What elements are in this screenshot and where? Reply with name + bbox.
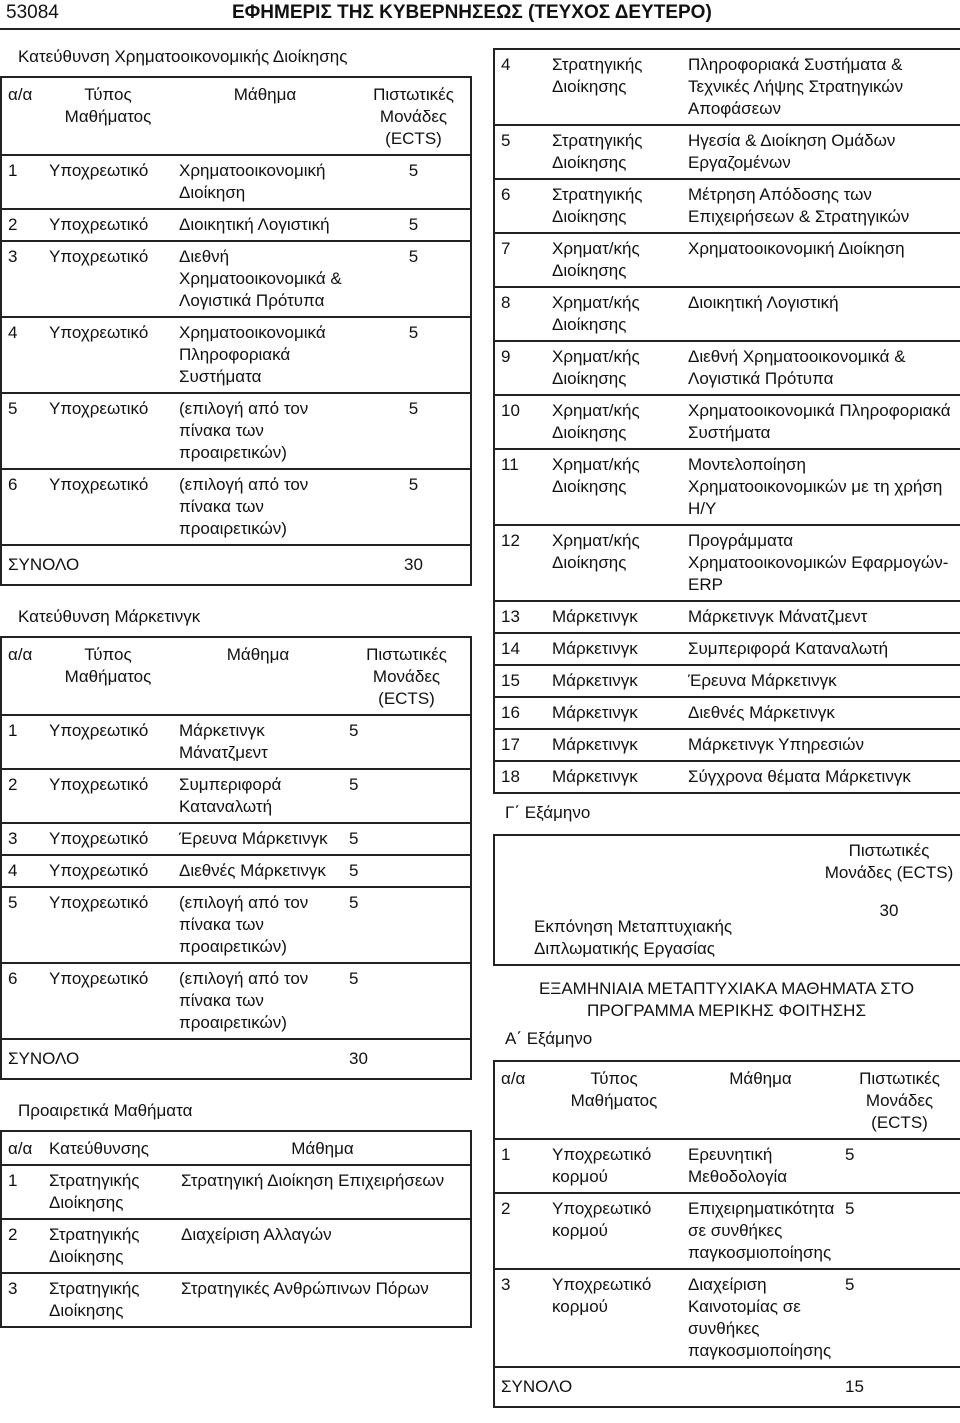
cell-n: 2 [1, 1219, 43, 1273]
cell-direction: Χρηματ/κής Διοίκησης [552, 401, 640, 442]
table-row [1, 715, 471, 769]
cell-type: Υποχρεωτικό [49, 161, 149, 180]
table-row [1, 887, 471, 963]
table-row [1, 317, 471, 393]
cell-course: Διεθνές Μάρκετινγκ [179, 861, 326, 880]
cell-ects: 5 [357, 209, 471, 241]
cell-n: 2 [1, 209, 43, 241]
cell-type: Υποχρεωτικό [49, 247, 149, 266]
ects-value: 30 [879, 901, 899, 920]
table-row [494, 179, 960, 233]
page-number: 53084 [6, 2, 59, 23]
col-header-course: Μάθημα [233, 85, 297, 104]
cell-direction: Χρηματ/κής Διοίκησης [552, 239, 640, 280]
table-row [1, 209, 471, 241]
marketing-table [0, 636, 472, 1080]
ects-header: Πιστωτικές Μονάδες (ECTS) [824, 841, 954, 882]
cell-direction: Μάρκετινγκ [552, 671, 638, 690]
col-header-course: Μάθημα [226, 645, 290, 664]
cell-type: Υποχρεωτικό κορμού [552, 1145, 652, 1186]
cell-course: Διαχείριση Αλλαγών [175, 1219, 471, 1273]
table-row [494, 665, 960, 697]
cell-type: Υποχρεωτικό [49, 893, 149, 912]
cell-n: 16 [494, 697, 546, 729]
third-semester-table [493, 834, 960, 966]
cell-direction: Χρηματ/κής Διοίκησης [552, 531, 640, 572]
cell-ects: 5 [343, 855, 471, 887]
col-header-ects: Πιστωτικές Μονάδες (ECTS) [839, 1061, 960, 1139]
cell-type: Υποχρεωτικό [49, 721, 149, 740]
third-semester-ects-cell [818, 835, 960, 965]
first-semester-label: Α΄ Εξάμηνο [505, 1029, 593, 1048]
cell-n: 1 [1, 715, 43, 769]
electives-section-title: Προαιρετικά Μαθήματα [18, 1101, 193, 1120]
cell-type: Υποχρεωτικό [49, 829, 149, 848]
table-row [1, 241, 471, 317]
marketing-section-title: Κατεύθυνση Μάρκετινγκ [18, 607, 201, 626]
cell-type: Υποχρεωτικό [49, 475, 149, 494]
cell-ects: 5 [839, 1139, 960, 1193]
table-row [494, 761, 960, 793]
finance-total-row [1, 545, 471, 585]
cell-type: Υποχρεωτικό [49, 861, 149, 880]
cell-type: Υποχρεωτικό κορμού [552, 1199, 652, 1240]
col-header-aa: α/α [1, 637, 43, 715]
cell-n: 15 [494, 665, 546, 697]
marketing-total-row [1, 1039, 471, 1079]
part-time-header-row [494, 1061, 960, 1139]
cell-n: 4 [494, 49, 546, 125]
cell-n: 1 [494, 1139, 546, 1193]
cell-ects: 5 [357, 241, 471, 317]
cell-direction: Μάρκετινγκ [552, 735, 638, 754]
cell-n: 3 [494, 1269, 546, 1367]
third-semester-label: Γ΄ Εξάμηνο [505, 803, 591, 822]
cell-course: Ερευνητική Μεθοδολογία [688, 1145, 788, 1186]
table-row [494, 697, 960, 729]
cell-ects: 5 [357, 393, 471, 469]
cell-course: Μάρκετινγκ Μάνατζμεντ [682, 601, 960, 633]
cell-n: 10 [494, 395, 546, 449]
finance-section-title: Κατεύθυνση Χρηματοοικονομικής Διοίκησης [18, 47, 348, 66]
cell-n: 6 [1, 469, 43, 545]
table-row [1, 393, 471, 469]
finance-header-row [1, 77, 471, 155]
cell-n: 1 [1, 1165, 43, 1219]
cell-n: 13 [494, 601, 546, 633]
page-header [0, 0, 960, 32]
cell-type: Υποχρεωτικό [49, 323, 149, 342]
cell-course: Προγράμματα Χρηματοοικονομικών Εφαρμογών-ERP [682, 525, 960, 601]
table-row [494, 1269, 960, 1367]
table-row [494, 125, 960, 179]
cell-type: Υποχρεωτικό [49, 215, 149, 234]
cell-type: Υποχρεωτικό [49, 399, 149, 418]
cell-course: Μάρκετινγκ Μάνατζμεντ [179, 721, 268, 762]
cell-direction: Μάρκετινγκ [552, 639, 638, 658]
cell-n: 2 [494, 1193, 546, 1269]
table-row [494, 287, 960, 341]
col-header-course: Μάθημα [729, 1069, 792, 1088]
cell-course: (επιλογή από τον πίνακα των προαιρετικών) [179, 893, 309, 956]
cell-direction: Στρατηγικής Διοίκησης [49, 1171, 140, 1212]
table-row [494, 49, 960, 125]
table-row [1, 963, 471, 1039]
cell-ects: 5 [343, 823, 471, 855]
gazette-title: ΕΦΗΜΕΡΙΣ ΤΗΣ ΚΥΒΕΡΝΗΣΕΩΣ (ΤΕΥΧΟΣ ΔΕΥΤΕΡΟ) [232, 2, 712, 23]
cell-course: Χρηματοοικονομική Διοίκηση [179, 161, 326, 202]
marketing-header-row [1, 637, 471, 715]
cell-n: 7 [494, 233, 546, 287]
cell-course: Διοικητική Λογιστική [682, 287, 960, 341]
table-row [494, 525, 960, 601]
cell-course: (επιλογή από τον πίνακα των προαιρετικών) [179, 969, 309, 1032]
col-header-aa: α/α [494, 1061, 546, 1139]
cell-n: 3 [1, 823, 43, 855]
col-header-course: Μάθημα [175, 1131, 471, 1165]
cell-n: 18 [494, 761, 546, 793]
total-value: 30 [343, 1039, 471, 1079]
cell-ects: 5 [357, 155, 471, 209]
part-time-total-row [494, 1367, 960, 1407]
cell-course: Μάρκετινγκ Υπηρεσιών [682, 729, 960, 761]
cell-course: Διεθνή Χρηματοοικονομικά & Λογιστικά Πρότυπα [179, 247, 342, 310]
total-label: ΣΥΝΟΛΟ [1, 1039, 343, 1079]
col-header-aa: α/α [1, 77, 43, 155]
cell-course: Στρατηγικές Ανθρώπινων Πόρων [175, 1273, 471, 1327]
cell-course: Επιχειρηματικότητα σε συνθήκες παγκοσμιοποίησης [688, 1199, 835, 1262]
electives-table-part2 [493, 48, 960, 794]
left-column [0, 40, 470, 1328]
cell-course: Στρατηγική Διοίκηση Επιχειρήσεων [175, 1165, 471, 1219]
cell-course: Διεθνές Μάρκετινγκ [682, 697, 960, 729]
cell-n: 4 [1, 855, 43, 887]
cell-direction: Χρηματ/κής Διοίκησης [552, 347, 640, 388]
cell-ects: 5 [343, 887, 471, 963]
cell-type: Υποχρεωτικό [49, 775, 149, 794]
col-header-ects: Πιστωτικές Μονάδες (ECTS) [357, 77, 471, 155]
col-header-type: Τύπος Μαθήματος [64, 645, 152, 686]
total-value: 15 [839, 1367, 960, 1407]
table-row [1, 769, 471, 823]
cell-ects: 5 [839, 1269, 960, 1367]
col-header-aa: α/α [1, 1131, 43, 1165]
table-row [1, 1273, 471, 1327]
cell-ects: 5 [343, 769, 471, 823]
cell-course: Μέτρηση Απόδοσης των Επιχειρήσεων & Στρατηγικών [682, 179, 960, 233]
cell-course: Έρευνα Μάρκετινγκ [682, 665, 960, 697]
cell-n: 14 [494, 633, 546, 665]
col-header-type: Τύπος Μαθήματος [570, 1069, 658, 1110]
cell-n: 3 [1, 241, 43, 317]
cell-n: 17 [494, 729, 546, 761]
right-column [493, 48, 960, 1408]
table-row [494, 729, 960, 761]
cell-direction: Χρηματ/κής Διοίκησης [552, 455, 640, 496]
cell-course: Ηγεσία & Διοίκηση Ομάδων Εργαζομένων [682, 125, 960, 179]
cell-course: Χρηματοοικονομικά Πληροφοριακά Συστήματα [682, 395, 960, 449]
cell-course: Διεθνή Χρηματοοικονομικά & Λογιστικά Πρότυπα [682, 341, 960, 395]
cell-course: Χρηματοοικονομικά Πληροφοριακά Συστήματα [179, 323, 326, 386]
table-row [494, 601, 960, 633]
table-row [494, 1193, 960, 1269]
cell-direction: Στρατηγικής Διοίκησης [49, 1225, 140, 1266]
total-label: ΣΥΝΟΛΟ [494, 1367, 839, 1407]
cell-n: 6 [1, 963, 43, 1039]
cell-course: Διοικητική Λογιστική [179, 215, 330, 234]
cell-direction: Μάρκετινγκ [552, 703, 638, 722]
cell-direction: Μάρκετινγκ [552, 767, 638, 786]
part-time-heading: ΕΞΑΜΗΝΙΑΙΑ ΜΕΤΑΠΤΥΧΙΑΚΑ ΜΑΘΗΜΑΤΑ ΣΤΟ ΠΡΟΓΡΑΜΜΑ ΜΕΡΙΚΗΣ ΦΟΙΤΗΣΗΣ [538, 979, 915, 1020]
cell-n: 6 [494, 179, 546, 233]
thesis-title: Εκπόνηση Μεταπτυχιακής Διπλωματικής Εργασίας [534, 917, 733, 958]
header-divider [0, 28, 960, 30]
cell-direction: Στρατηγικής Διοίκησης [552, 55, 643, 96]
table-row [1, 1165, 471, 1219]
cell-course: Σύγχρονα θέματα Μάρκετινγκ [682, 761, 960, 793]
finance-table [0, 76, 472, 586]
col-header-direction: Κατεύθυνσης [49, 1139, 149, 1158]
cell-course: Χρηματοοικονομική Διοίκηση [682, 233, 960, 287]
cell-direction: Στρατηγικής Διοίκησης [552, 185, 643, 226]
cell-n: 1 [1, 155, 43, 209]
cell-n: 2 [1, 769, 43, 823]
table-row [1, 855, 471, 887]
cell-course: Πληροφοριακά Συστήματα & Τεχνικές Λήψης Στρατηγικών Αποφάσεων [682, 49, 960, 125]
cell-n: 5 [1, 393, 43, 469]
electives-table-part1 [0, 1130, 472, 1328]
table-row [1, 469, 471, 545]
col-header-type: Τύπος Μαθήματος [64, 85, 152, 126]
cell-direction: Μάρκετινγκ [552, 607, 638, 626]
cell-n: 3 [1, 1273, 43, 1327]
total-label: ΣΥΝΟΛΟ [1, 545, 357, 585]
cell-n: 4 [1, 317, 43, 393]
table-row [494, 449, 960, 525]
cell-course: Μοντελοποίηση Χρηματοοικονομικών με τη χρήση Η/Υ [682, 449, 960, 525]
cell-n: 5 [1, 887, 43, 963]
cell-n: 12 [494, 525, 546, 601]
third-semester-row [494, 835, 960, 965]
table-row [494, 233, 960, 287]
cell-ects: 5 [357, 317, 471, 393]
table-row [494, 395, 960, 449]
cell-course: Έρευνα Μάρκετινγκ [179, 829, 328, 848]
cell-direction: Χρηματ/κής Διοίκησης [552, 293, 640, 334]
cell-course: Συμπεριφορά Καταναλωτή [179, 775, 282, 816]
table-row [1, 1219, 471, 1273]
table-row [1, 155, 471, 209]
table-row [494, 633, 960, 665]
cell-n: 9 [494, 341, 546, 395]
cell-type: Υποχρεωτικό κορμού [552, 1275, 652, 1316]
cell-direction: Στρατηγικής Διοίκησης [49, 1279, 140, 1320]
cell-n: 5 [494, 125, 546, 179]
cell-ects: 5 [357, 469, 471, 545]
cell-ects: 5 [343, 715, 471, 769]
cell-n: 11 [494, 449, 546, 525]
electives-header-row [1, 1131, 471, 1165]
cell-type: Υποχρεωτικό [49, 969, 149, 988]
col-header-ects: Πιστωτικές Μονάδες (ECTS) [343, 637, 471, 715]
cell-course: (επιλογή από τον πίνακα των προαιρετικών) [179, 475, 309, 538]
cell-direction: Στρατηγικής Διοίκησης [552, 131, 643, 172]
cell-course: Διαχείριση Καινοτομίας σε συνθήκες παγκοσμιοποίησης [688, 1275, 832, 1360]
table-row [494, 341, 960, 395]
part-time-table [493, 1060, 960, 1408]
cell-course: Συμπεριφορά Καταναλωτή [682, 633, 960, 665]
table-row [494, 1139, 960, 1193]
table-row [1, 823, 471, 855]
cell-ects: 5 [343, 963, 471, 1039]
cell-course: (επιλογή από τον πίνακα των προαιρετικών) [179, 399, 309, 462]
total-value: 30 [357, 545, 471, 585]
cell-ects: 5 [839, 1193, 960, 1269]
cell-n: 8 [494, 287, 546, 341]
